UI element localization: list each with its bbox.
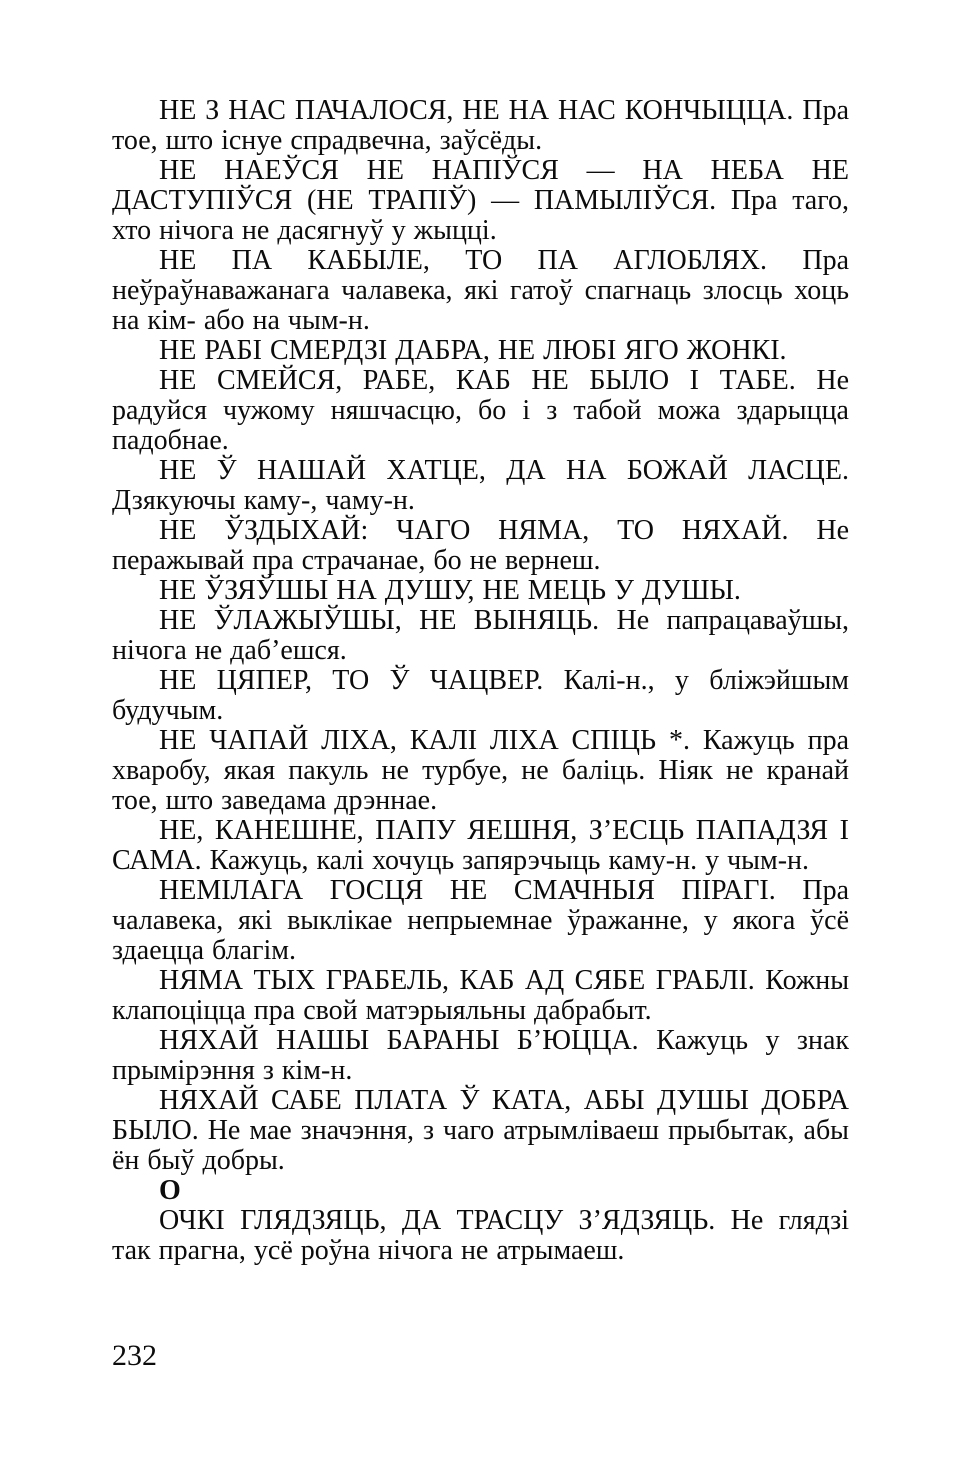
- proverb-entry: [112, 726, 849, 816]
- explanation-text: Кажуць пра хваробу, якая пакуль не турбуе, не баліць. Ніяк не кранай тое, што заведама дрэннае.: [112, 725, 849, 816]
- proverb-entry: [112, 156, 849, 246]
- proverb-text: НЕМІЛАГА ГОСЦЯ НЕ СМАЧНЫЯ ПІРАГІ.: [159, 875, 776, 906]
- explanation-text: Кожны клапоціцца пра свой матэрыяльны дабрабыт.: [112, 965, 850, 1026]
- proverb-text: НЕ Ў НАШАЙ ХАТЦЕ, ДА НА БОЖАЙ ЛАСЦЕ.: [159, 455, 849, 486]
- proverb-text: НЕ ПА КАБЫЛЕ, ТО ПА АГЛОБЛЯХ.: [159, 245, 768, 276]
- proverb-text: НЕ НАЕЎСЯ НЕ НАПІЎСЯ — НА НЕБА НЕ ДАСТУПІЎСЯ (НЕ ТРАПІЎ) — ПАМЫЛІЎСЯ.: [112, 155, 849, 216]
- section-heading: О: [159, 1175, 181, 1206]
- explanation-text: Кажуць у знак прымірэння з кім-н.: [112, 1025, 849, 1086]
- proverb-entry: [112, 456, 849, 516]
- text-block: [112, 96, 849, 1266]
- explanation-text: Пра таго, хто нічога не дасягнуў у жыцці.: [112, 185, 850, 246]
- proverb-text: НЕ СМЕЙСЯ, РАБЕ, КАБ НЕ БЫЛО І ТАБЕ.: [159, 365, 796, 396]
- explanation-text: Не радуйся чужому няшчасцю, бо і з табой можа здарыцца падобнае.: [112, 365, 850, 456]
- explanation-text: Пра тое, што існуе спрадвечна, заўсёды.: [112, 95, 849, 156]
- explanation-text: Пра чалавека, які выклікае непрыемнае ўражанне, у якога ўсё здаецца благім.: [112, 875, 849, 966]
- explanation-text: Не глядзі так прагна, усё роўна нічога не атрымаеш.: [112, 1205, 850, 1266]
- proverb-entry: [112, 576, 849, 606]
- proverb-entry: [112, 246, 849, 336]
- proverb-text: НЕ, КАНЕШНЕ, ПАПУ ЯЕШНЯ, З’ЕСЦЬ ПАПАДЗЯ І САМА.: [112, 815, 849, 876]
- proverb-entry: [112, 1086, 849, 1176]
- proverb-entry: [112, 336, 849, 366]
- proverb-entry: [112, 966, 849, 1026]
- proverb-entry: [112, 96, 849, 156]
- explanation-text: Кажуць, калі хочуць запярэчыць каму-н. у чым-н.: [209, 845, 810, 876]
- proverb-text: ОЧКІ ГЛЯДЗЯЦЬ, ДА ТРАСЦУ З’ЯДЗЯЦЬ.: [159, 1205, 716, 1236]
- proverb-entry: [112, 516, 849, 576]
- proverb-text: НЕ ЎЗДЫХАЙ: ЧАГО НЯМА, ТО НЯХАЙ.: [159, 515, 789, 546]
- proverb-entry: [112, 606, 849, 666]
- proverb-text: НЕ ЧАПАЙ ЛІХА, КАЛІ ЛІХА СПІЦЬ *.: [159, 725, 690, 756]
- proverb-text: НЕ З НАС ПАЧАЛОСЯ, НЕ НА НАС КОНЧЫЦЦА.: [159, 95, 794, 126]
- explanation-text: Не перажывай пра страчанае, бо не вернеш.: [112, 515, 849, 576]
- proverb-entry: [112, 816, 849, 876]
- proverb-entry: [112, 1026, 849, 1086]
- proverb-entry: [112, 666, 849, 726]
- proverb-text: НЯХАЙ САБЕ ПЛАТА Ў КАТА, АБЫ ДУШЫ ДОБРА БЫЛО.: [112, 1085, 849, 1146]
- explanation-text: Не мае значэння, з чаго атрымліваеш прыбытак, абы ён быў добры.: [112, 1115, 849, 1176]
- proverb-text: НЕ ЦЯПЕР, ТО Ў ЧАЦВЕР.: [159, 665, 544, 696]
- proverb-text: НЕ ЎЗЯЎШЫ НА ДУШУ, НЕ МЕЦЬ У ДУШЫ.: [159, 575, 741, 606]
- proverb-entry: [112, 366, 849, 456]
- explanation-text: Дзякуючы каму-, чаму-н.: [112, 485, 415, 516]
- proverb-entry: [112, 1206, 849, 1266]
- proverb-text: НЕ ЎЛАЖЫЎШЫ, НЕ ВЫНЯЦЬ.: [159, 605, 600, 636]
- proverb-text: НЯМА ТЫХ ГРАБЕЛЬ, КАБ АД СЯБЕ ГРАБЛІ.: [159, 965, 755, 996]
- proverb-text: НЯХАЙ НАШЫ БАРАНЫ Б’ЮЦЦА.: [159, 1025, 639, 1056]
- proverb-entry: [112, 876, 849, 966]
- explanation-text: Пра неўраўнаважанага чалавека, які гатоў спагнаць злосць хоць на кім- або на чым-н.: [112, 245, 850, 336]
- explanation-text: Калі-н., у бліжэйшым будучым.: [112, 665, 850, 726]
- explanation-text: Не папрацаваўшы, нічога не даб’ешся.: [112, 605, 850, 666]
- page-number: 232: [112, 1339, 157, 1372]
- proverb-text: НЕ РАБІ СМЕРДЗІ ДАБРА, НЕ ЛЮБІ ЯГО ЖОНКІ.: [159, 335, 787, 366]
